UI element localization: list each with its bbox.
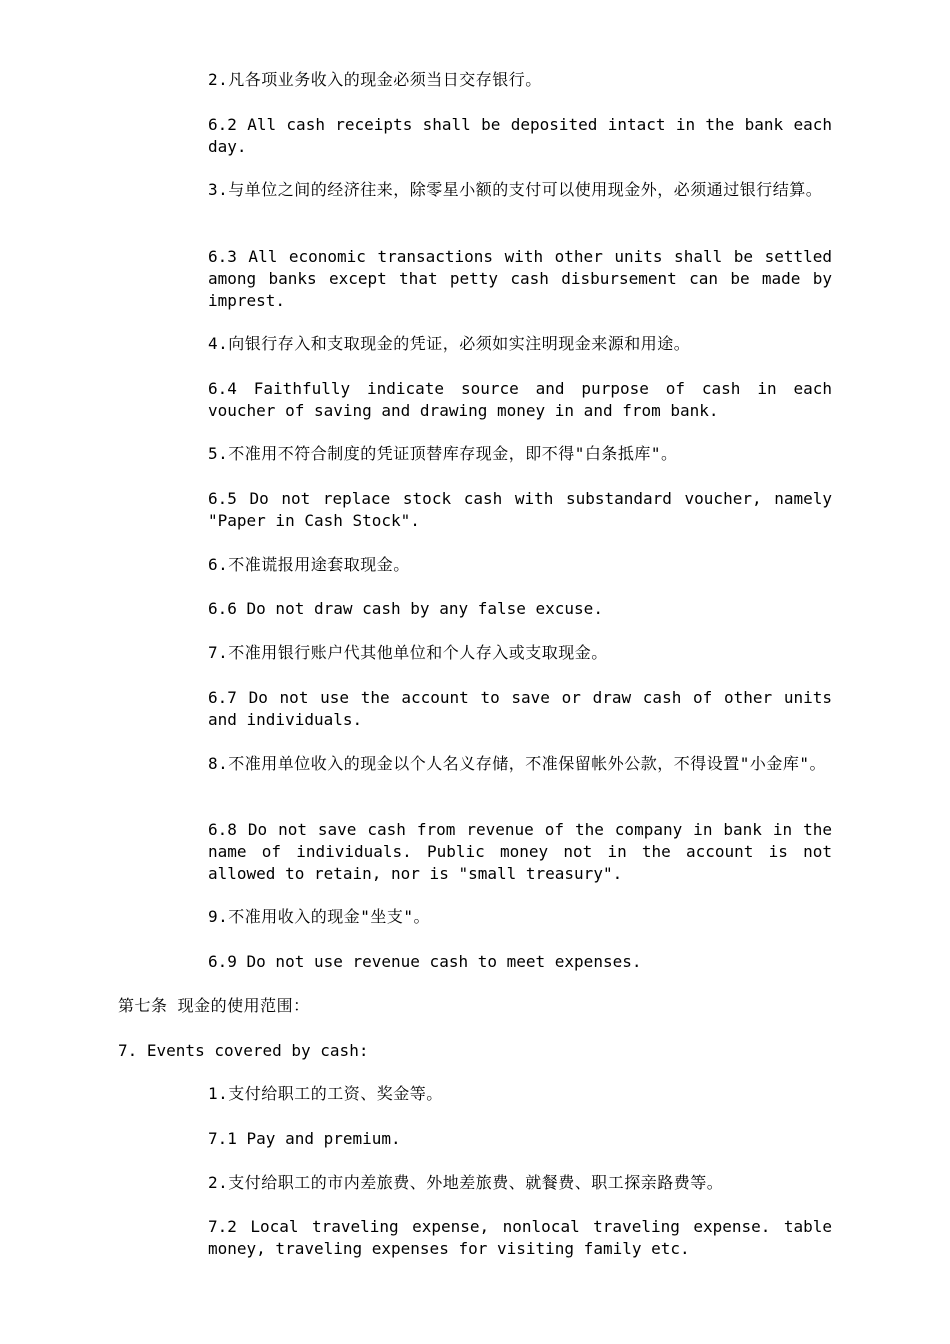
clause-6-9-zh: 9.不准用收入的现金"坐支"。 (208, 907, 431, 926)
clause-6-5-en: 6.5 Do not replace stock cash with substandard voucher, namely "Paper in Cash Stock". (208, 489, 832, 530)
clause-7-2-zh: 2.支付给职工的市内差旅费、外地差旅费、就餐费、职工探亲路费等。 (208, 1173, 724, 1192)
clause-6-2-zh: 2.凡各项业务收入的现金必须当日交存银行。 (208, 70, 542, 89)
clause-6-3-en: 6.3 All economic transactions with other units shall be settled among banks except that petty cash disbursement can be made by imprest. (208, 247, 832, 310)
article-7-heading-zh: 第七条 现金的使用范围： (118, 996, 310, 1015)
clause-6-6-en: 6.6 Do not draw cash by any false excuse. (208, 599, 603, 618)
clause-6-5-zh: 5.不准用不符合制度的凭证顶替库存现金，即不得"白条抵库"。 (208, 444, 678, 463)
article-7-heading-en: 7. Events covered by cash: (118, 1041, 369, 1060)
clause-6-4-en: 6.4 Faithfully indicate source and purpose of cash in each voucher of saving and drawing money in and from bank. (208, 379, 832, 420)
clause-6-8-en: 6.8 Do not save cash from revenue of the company in bank in the name of individuals. Public money not in the account is not allowed to retain, nor is "small treasury". (208, 820, 832, 883)
clause-6-7-en: 6.7 Do not use the account to save or draw cash of other units and individuals. (208, 688, 832, 729)
clause-6-7-zh: 7.不准用银行账户代其他单位和个人存入或支取现金。 (208, 643, 608, 662)
clause-6-3-zh: 3.与单位之间的经济往来，除零星小额的支付可以使用现金外，必须通过银行结算。 (208, 180, 823, 199)
clause-6-6-zh: 6.不准谎报用途套取现金。 (208, 555, 410, 574)
clause-6-4-zh: 4.向银行存入和支取现金的凭证，必须如实注明现金来源和用途。 (208, 334, 691, 353)
clause-7-1-zh: 1.支付给职工的工资、奖金等。 (208, 1084, 443, 1103)
clause-7-1-en: 7.1 Pay and premium. (208, 1129, 401, 1148)
clause-7-2-en: 7.2 Local traveling expense, nonlocal traveling expense. table money, traveling expenses for visiting family etc. (208, 1217, 832, 1258)
clause-6-2-en: 6.2 All cash receipts shall be deposited intact in the bank each day. (208, 115, 832, 156)
clause-6-8-zh: 8.不准用单位收入的现金以个人名义存储，不准保留帐外公款，不得设置"小金库"。 (208, 754, 827, 773)
clause-6-9-en: 6.9 Do not use revenue cash to meet expenses. (208, 952, 642, 971)
